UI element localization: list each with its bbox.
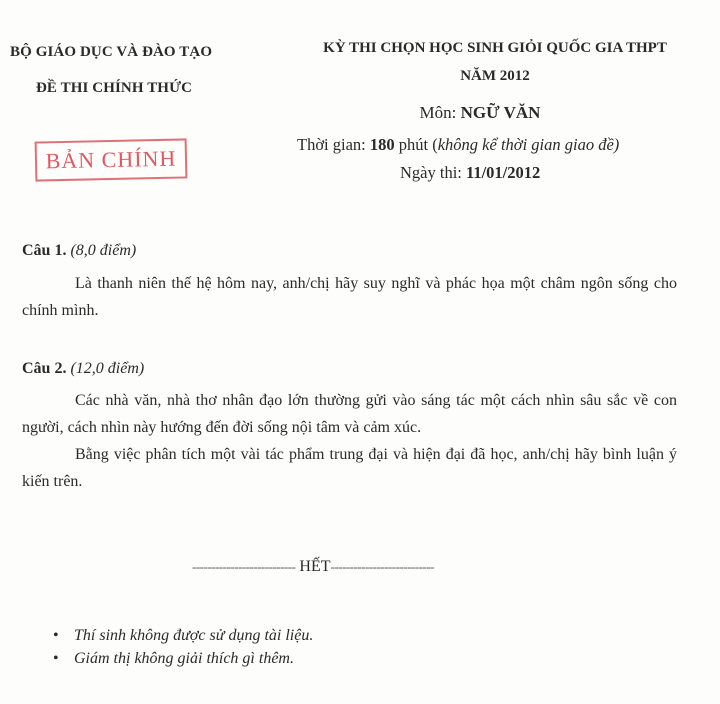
question-2-label: Câu 2. [22, 360, 67, 377]
end-dashes-left: --------------------------- [192, 559, 296, 574]
subject-label: Môn: [419, 103, 461, 122]
official-stamp [35, 138, 188, 181]
question-1-header [22, 242, 136, 260]
date-value: 11/01/2012 [466, 163, 541, 182]
subject-value: NGỮ VĂN [460, 103, 541, 122]
end-label: HẾT [299, 558, 331, 575]
time-note: không kể thời gian giao đề [437, 135, 614, 154]
note-text: Giám thị không giải thích gì thêm. [74, 650, 294, 667]
date-line [400, 163, 540, 183]
exam-name: KỲ THI CHỌN HỌC SINH GIỎI QUỐC GIA THPT [323, 40, 667, 56]
notes-list [50, 624, 313, 670]
question-2-paragraph-1: Các nhà văn, nhà thơ nhân đạo lớn thường gửi vào sáng tác một cách nhìn sâu sắc về con người, cách nhìn này hướng đến đời sống nội tâm và cảm xúc. [22, 392, 677, 436]
question-2-header [22, 360, 144, 378]
question-1-label: Câu 1. [22, 242, 67, 259]
time-close: ) [613, 135, 620, 154]
note-item [50, 624, 313, 647]
stamp-text: BẢN CHÍNH [45, 145, 177, 174]
question-1-points: (8,0 điểm) [70, 242, 137, 259]
bullet-icon: • [53, 627, 59, 644]
time-value: 180 [369, 135, 395, 154]
question-1-paragraph: Là thanh niên thế hệ hôm nay, anh/chị hãy suy nghĩ và phác họa một châm ngôn sống cho chính mình. [22, 275, 677, 319]
ministry-name: BỘ GIÁO DỤC VÀ ĐÀO TẠO [10, 44, 213, 60]
end-marker [192, 558, 434, 576]
subject-line [285, 103, 675, 123]
time-label: Thời gian: [297, 135, 370, 154]
end-dashes-right: --------------------------- [330, 559, 434, 574]
exam-type: ĐỀ THI CHÍNH THỨC [36, 80, 193, 96]
note-item [50, 647, 313, 670]
bullet-icon: • [53, 650, 59, 667]
time-unit: phút ( [394, 135, 438, 154]
time-line [297, 135, 619, 155]
question-2-paragraph-2: Bằng việc phân tích một vài tác phẩm trung đại và hiện đại đã học, anh/chị hãy bình luận ý kiến trên. [22, 446, 677, 490]
question-2-points: (12,0 điểm) [70, 360, 145, 377]
date-label: Ngày thi: [400, 163, 466, 182]
exam-year: NĂM 2012 [460, 68, 530, 84]
note-text: Thí sinh không được sử dụng tài liệu. [74, 627, 314, 644]
